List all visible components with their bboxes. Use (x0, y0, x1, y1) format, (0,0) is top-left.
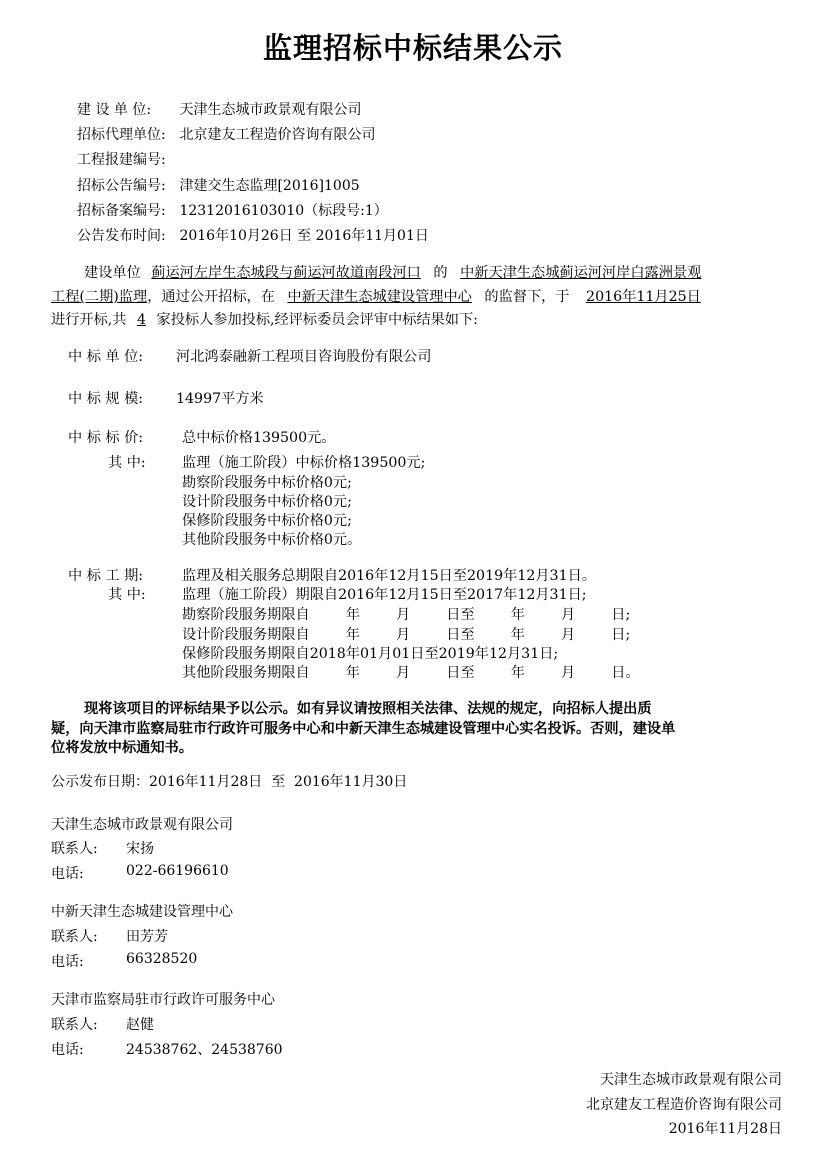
contact-org: 中新天津生态城建设管理中心 (51, 904, 233, 920)
intro-text: 的 (433, 265, 448, 281)
bidder-count: 4 (136, 312, 146, 328)
publish-time-row (77, 225, 429, 245)
supervisor-name: 中新天津生态城建设管理中心 (287, 289, 472, 305)
contact-person-label: 联系人: (51, 1017, 98, 1033)
contact-person: 赵健 (126, 1017, 154, 1033)
period-item: 勘察阶段服务期限自 年 月 日至 年 月 日; (182, 607, 631, 623)
notice-line: 疑，向天津市监察局驻市行政许可服务中心和中新天津生态城建设管理中心实名投诉。否则，建设单 (51, 721, 676, 737)
notice-line: 位将发放中标通知书。 (51, 740, 193, 756)
intro-line-2 (51, 286, 701, 306)
record-no-row (77, 200, 388, 220)
contact-org: 天津市监察局驻市行政许可服务中心 (51, 992, 275, 1008)
scale-value: 14997平方米 (176, 391, 264, 407)
period-sub-label: 其 中: (108, 587, 146, 603)
contact-person-label: 联系人: (51, 841, 98, 857)
agent-row (77, 124, 375, 144)
price-item: 勘察阶段服务中标价格0元; (182, 475, 352, 491)
notice-line: 现将该项目的评标结果予以公示。如有异议请按照相关法律、法规的规定，向招标人提出质 (84, 701, 652, 717)
contact-phone: 24538762、24538760 (126, 1042, 283, 1058)
intro-line-3 (51, 309, 478, 329)
contact-phone-label: 电话: (51, 866, 84, 882)
contact-phone: 022-66196610 (126, 863, 229, 879)
period-item: 设计阶段服务期限自 年 月 日至 年 月 日; (182, 627, 631, 643)
intro-text: 建设单位 (84, 265, 141, 281)
price-item: 保修阶段服务中标价格0元; (182, 513, 352, 529)
intro-text: 的监督下，于 (484, 289, 570, 305)
price-item: 设计阶段服务中标价格0元; (182, 494, 352, 510)
contact-phone-label: 电话: (51, 1042, 84, 1058)
signature-org: 天津生态城市政景观有限公司 (600, 1072, 782, 1088)
winner-label: 中 标 单 位: (68, 349, 144, 365)
project-name: 中新天津生态城蓟运河河岸白露洲景观 (460, 265, 702, 281)
project-name: 工程(二期)监理 (51, 289, 148, 305)
price-value: 总中标价格139500元。 (182, 430, 336, 446)
owner-value: 天津生态城市政景观有限公司 (179, 102, 362, 118)
period-label: 中 标 工 期: (68, 568, 144, 584)
intro-text: ，通过公开招标，在 (147, 289, 275, 305)
owner-name: 蓟运河左岸生态城段与蓟运河故道南段河口 (151, 265, 421, 281)
contact-phone-label: 电话: (51, 954, 84, 970)
project-no-label: 工程报建编号: (77, 152, 166, 168)
notice-no-label: 招标公告编号: (77, 178, 166, 194)
agent-label: 招标代理单位: (77, 127, 166, 143)
contact-person: 田芳芳 (126, 929, 168, 945)
owner-row (77, 99, 361, 119)
notice-no-value: 津建交生态监理[2016]1005 (179, 178, 360, 194)
notice-no-row (77, 175, 360, 195)
publish-time-label: 公告发布时间: (77, 228, 166, 244)
signature-org: 北京建友工程造价咨询有限公司 (586, 1097, 782, 1113)
price-sub-label: 其 中: (108, 455, 146, 471)
period-value: 监理及相关服务总期限自2016年12月15日至2019年12月31日。 (182, 568, 596, 584)
period-item: 保修阶段服务期限自2018年01月01日至2019年12月31日; (182, 646, 559, 662)
publish-date: 公示发布日期：2016年11月28日 至 2016年11月30日 (51, 774, 408, 790)
winner-value: 河北鸿泰融新工程项目咨询股份有限公司 (176, 349, 432, 365)
contact-person: 宋扬 (126, 841, 154, 857)
contact-person-label: 联系人: (51, 929, 98, 945)
agent-value: 北京建友工程造价咨询有限公司 (179, 127, 376, 143)
owner-label: 建 设 单 位: (77, 102, 152, 118)
intro-text: 进行开标,共 (51, 312, 127, 328)
signature-date: 2016年11月28日 (668, 1121, 782, 1137)
intro-line-1 (84, 262, 701, 282)
publish-time-value: 2016年10月26日 至 2016年11月01日 (179, 228, 429, 244)
scale-label: 中 标 规 模: (68, 391, 144, 407)
record-no-label: 招标备案编号: (77, 203, 166, 219)
contact-phone: 66328520 (126, 951, 198, 967)
contact-org: 天津生态城市政景观有限公司 (51, 817, 233, 833)
period-item: 监理（施工阶段）期限自2016年12月15日至2017年12月31日; (182, 587, 587, 603)
price-label: 中 标 标 价: (68, 430, 144, 446)
intro-text: 家投标人参加投标,经评标委员会评审中标结果如下: (156, 312, 478, 328)
project-no-row (77, 149, 175, 169)
record-no-value: 12312016103010（标段号:1） (179, 203, 388, 219)
price-item: 监理（施工阶段）中标价格139500元; (182, 455, 426, 471)
price-item: 其他阶段服务中标价格0元。 (182, 532, 362, 548)
page-title: 监理招标中标结果公示 (262, 31, 563, 65)
period-item: 其他阶段服务期限自 年 月 日至 年 月 日。 (182, 665, 640, 681)
opening-date: 2016年11月25日 (586, 289, 701, 305)
